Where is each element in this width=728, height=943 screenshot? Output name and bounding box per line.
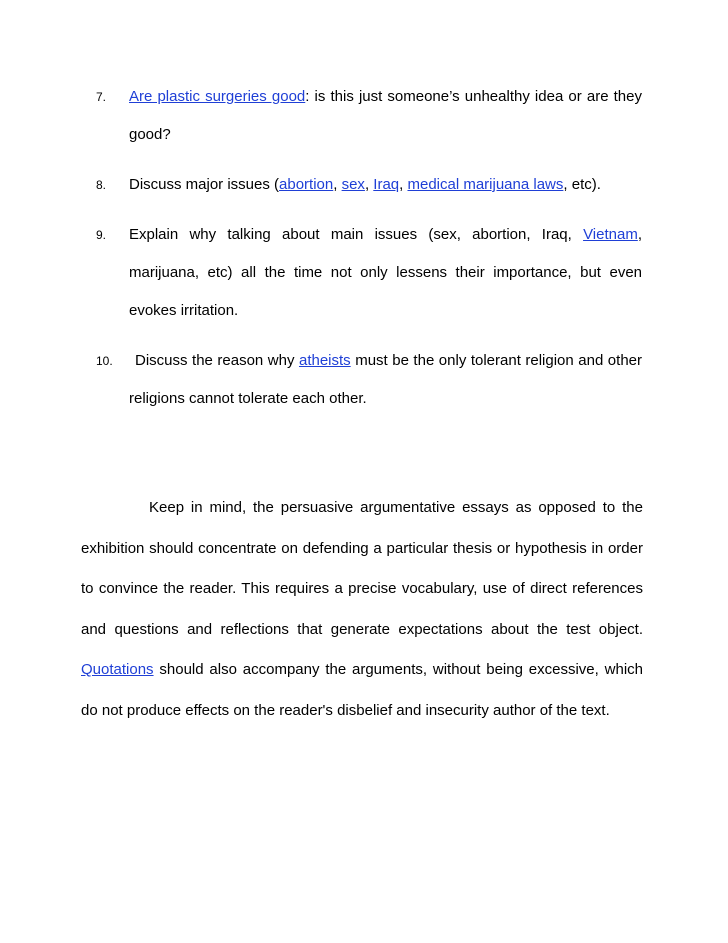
list-item-number: 7.	[96, 90, 107, 104]
list-item	[0, 347, 728, 423]
list-item	[0, 83, 728, 159]
text-segment: Discuss major issues (	[129, 176, 280, 193]
text-segment: Discuss the reason why	[135, 352, 299, 369]
list-item-text	[129, 78, 642, 154]
link-quotations[interactable]: Quotations	[81, 661, 154, 678]
text-segment: : is this just someone’s unhealthy idea or are they good?	[129, 88, 642, 143]
text-segment: must be the only tolerant religion and other religions cannot tolerate each other.	[129, 352, 642, 407]
text-segment: ,	[333, 176, 342, 193]
list-item-text	[129, 342, 642, 418]
body-paragraph	[81, 488, 643, 731]
list-item-number: 10.	[96, 354, 113, 368]
list-item-text	[129, 166, 642, 204]
link-medical-marijuana-laws[interactable]: medical marijuana laws	[407, 176, 564, 193]
link-plastic-surgeries[interactable]: Are plastic surgeries good	[129, 88, 306, 105]
text-segment: , marijuana, etc) all the time not only lessens their importance, but even evokes irritation.	[129, 226, 642, 319]
list-item	[0, 171, 728, 209]
text-segment: ,	[399, 176, 408, 193]
text-segment: should also accompany the arguments, without being excessive, which do not produce effects on the reader's disbelief and insecurity author of the text.	[81, 661, 643, 719]
text-segment: Explain why talking about main issues (sex, abortion, Iraq,	[129, 226, 584, 243]
text-segment: , etc).	[563, 176, 601, 193]
link-abortion[interactable]: abortion	[279, 176, 334, 193]
list-item-number: 9.	[96, 228, 107, 242]
text-segment: ,	[364, 176, 374, 193]
link-atheists[interactable]: atheists	[298, 352, 351, 369]
list-item-text	[129, 216, 642, 330]
list-item	[0, 221, 728, 335]
link-vietnam[interactable]: Vietnam	[583, 226, 638, 243]
list-item-number: 8.	[96, 178, 107, 192]
numbered-list	[0, 83, 728, 435]
link-sex[interactable]: sex	[341, 176, 365, 193]
link-iraq[interactable]: Iraq	[373, 176, 400, 193]
text-segment: Keep in mind, the persuasive argumentative essays as opposed to the exhibition should concentrate on defending a particular thesis or hypothesis in order to convince the reader. This requires a precise vocabulary, use of direct references and questions and reflections that generate expectations about the test object.	[81, 499, 643, 638]
